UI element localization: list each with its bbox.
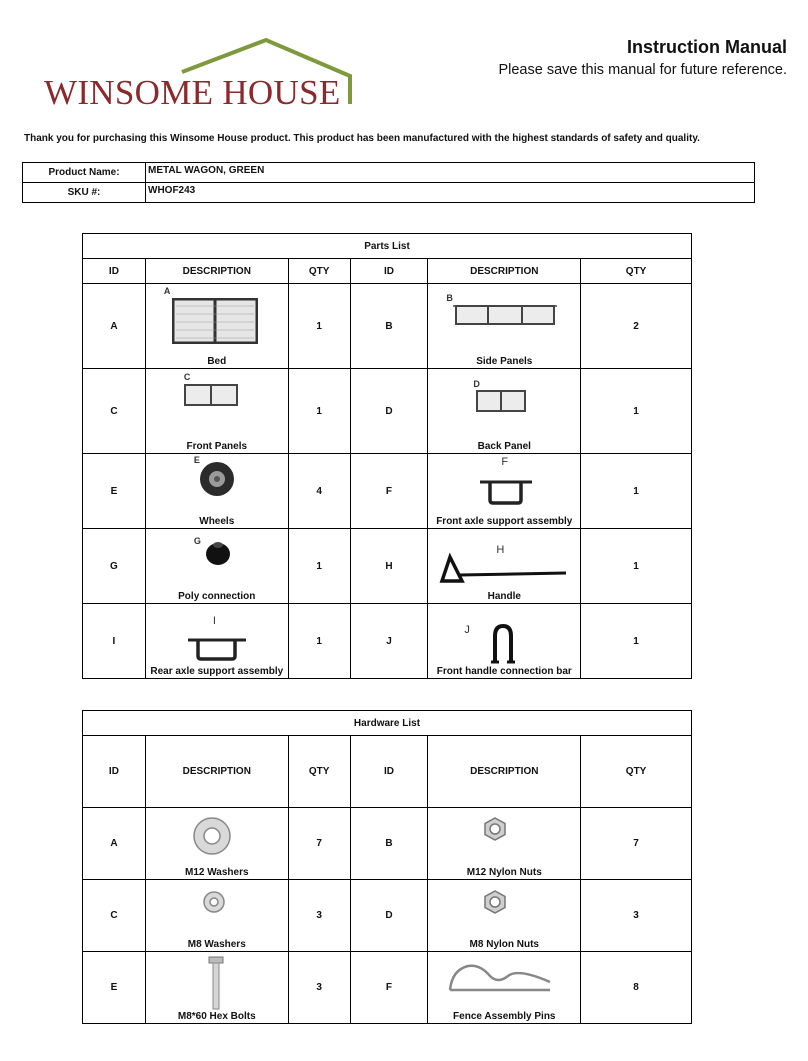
col-id: ID <box>350 736 428 808</box>
part-qty: 1 <box>581 529 692 604</box>
part-id: E <box>83 454 146 529</box>
page-subtitle: Please save this manual for future reference. <box>498 62 787 78</box>
part-id: D <box>350 369 428 454</box>
product-name-value: METAL WAGON, GREEN <box>146 163 755 183</box>
product-info-table <box>22 162 755 203</box>
part-qty: 1 <box>581 454 692 529</box>
col-description: DESCRIPTION <box>145 259 288 284</box>
hardware-description: M8 Washers <box>187 939 246 950</box>
hardware-id: B <box>350 808 428 880</box>
hardware-id: A <box>83 808 146 880</box>
part-id: F <box>350 454 428 529</box>
part-id: C <box>83 369 146 454</box>
part-tag: H <box>496 544 505 556</box>
hardware-description: M8*60 Hex Bolts <box>177 1011 256 1022</box>
col-id: ID <box>350 259 428 284</box>
hardware-id: D <box>350 880 428 952</box>
table-row <box>83 529 692 604</box>
part-qty: 2 <box>581 284 692 369</box>
bed-icon <box>172 298 258 344</box>
table-row <box>83 284 692 369</box>
table-row <box>83 880 692 952</box>
part-qty: 1 <box>288 529 350 604</box>
washer-icon <box>202 890 226 914</box>
side-panels-icon <box>452 302 558 328</box>
part-id: H <box>350 529 428 604</box>
part-qty: 1 <box>581 604 692 679</box>
hardware-id: C <box>83 880 146 952</box>
wheel-icon <box>198 460 236 498</box>
part-description: Bed <box>207 356 227 367</box>
part-tag: E <box>193 455 200 465</box>
hardware-description: M12 Nylon Nuts <box>466 867 542 878</box>
part-id: G <box>83 529 146 604</box>
part-tag: F <box>501 456 509 468</box>
part-description: Handle <box>487 591 521 602</box>
part-qty: 1 <box>581 369 692 454</box>
hardware-id: E <box>83 952 146 1024</box>
col-description: DESCRIPTION <box>145 736 288 808</box>
front-panels-icon <box>182 381 240 409</box>
thank-you-note: Thank you for purchasing this Winsome House product. This product has been manufactured with the highest standards of safety and quality. <box>24 133 700 144</box>
nylon-nut-icon <box>483 817 507 841</box>
part-description: Back Panel <box>477 441 531 452</box>
part-id: A <box>83 284 146 369</box>
handle-connection-bar-icon <box>488 622 518 664</box>
table-row <box>83 808 692 880</box>
part-tag: I <box>212 615 216 627</box>
part-tag: A <box>163 286 171 296</box>
table-row <box>83 454 692 529</box>
part-description: Wheels <box>199 516 235 527</box>
part-qty: 1 <box>288 284 350 369</box>
hardware-list-title: Hardware List <box>83 711 692 736</box>
part-qty: 4 <box>288 454 350 529</box>
part-description: Front axle support assembly <box>436 516 573 527</box>
part-description: Front Panels <box>186 441 248 452</box>
brand-name: WINSOME HOUSE <box>44 73 341 112</box>
col-qty: QTY <box>581 259 692 284</box>
table-row <box>83 952 692 1024</box>
col-id: ID <box>83 736 146 808</box>
part-description: Rear axle support assembly <box>150 666 284 677</box>
part-tag: G <box>193 536 201 546</box>
table-row <box>83 369 692 454</box>
washer-icon <box>192 816 232 856</box>
hardware-qty: 3 <box>288 880 350 952</box>
part-tag: D <box>473 379 480 389</box>
sku-row <box>23 183 755 203</box>
col-qty: QTY <box>288 259 350 284</box>
product-name-row <box>23 163 755 183</box>
col-description: DESCRIPTION <box>428 259 581 284</box>
hardware-qty: 8 <box>581 952 692 1024</box>
part-id: B <box>350 284 428 369</box>
rear-axle-support-icon <box>186 632 248 662</box>
table-row <box>83 604 692 679</box>
front-axle-support-icon <box>478 472 534 506</box>
hex-bolt-icon <box>206 956 226 1010</box>
sku-value: WHOF243 <box>146 183 755 203</box>
part-qty: 1 <box>288 369 350 454</box>
nylon-nut-icon <box>483 890 507 914</box>
part-qty: 1 <box>288 604 350 679</box>
hardware-qty: 7 <box>288 808 350 880</box>
col-qty: QTY <box>581 736 692 808</box>
poly-connection-icon <box>204 540 232 566</box>
product-name-label: Product Name: <box>23 163 146 183</box>
fence-pin-icon <box>446 960 554 996</box>
part-tag: C <box>183 372 191 382</box>
page-title: Instruction Manual <box>626 37 787 57</box>
parts-list-table <box>82 233 692 679</box>
hardware-qty: 3 <box>581 880 692 952</box>
col-id: ID <box>83 259 146 284</box>
part-id: J <box>350 604 428 679</box>
hardware-description: M8 Nylon Nuts <box>469 939 539 950</box>
sku-label: SKU #: <box>23 183 146 203</box>
col-qty: QTY <box>288 736 350 808</box>
col-description: DESCRIPTION <box>428 736 581 808</box>
back-panel-icon <box>474 387 528 415</box>
part-description: Poly connection <box>178 591 256 602</box>
part-tag: J <box>464 624 470 636</box>
hardware-description: Fence Assembly Pins <box>453 1011 556 1022</box>
hardware-description: M12 Washers <box>184 867 249 878</box>
hardware-qty: 7 <box>581 808 692 880</box>
part-id: I <box>83 604 146 679</box>
hardware-id: F <box>350 952 428 1024</box>
part-description: Side Panels <box>476 356 533 367</box>
part-description: Front handle connection bar <box>436 666 572 677</box>
part-tag: B <box>446 293 453 303</box>
hardware-list-table <box>82 710 692 1024</box>
handle-icon <box>438 551 570 587</box>
winsome-house-logo <box>44 36 356 110</box>
parts-list-title: Parts List <box>83 234 692 259</box>
hardware-qty: 3 <box>288 952 350 1024</box>
